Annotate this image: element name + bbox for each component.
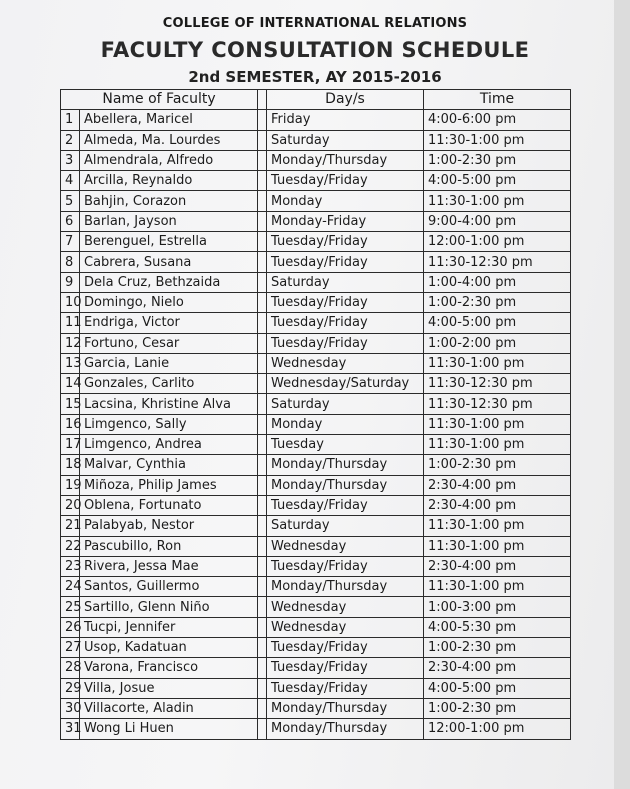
column-spacer: [258, 90, 267, 110]
table-row: [61, 617, 571, 637]
faculty-name: Almeda, Ma. Lourdes: [80, 130, 258, 150]
faculty-name: Bahjin, Corazon: [80, 191, 258, 211]
consultation-time: 12:00-1:00 pm: [424, 719, 571, 739]
consultation-days: Monday: [267, 414, 424, 434]
consultation-time: 1:00-2:30 pm: [424, 638, 571, 658]
table-row: [61, 658, 571, 678]
table-row: [61, 211, 571, 231]
column-spacer: [258, 211, 267, 231]
faculty-name: Gonzales, Carlito: [80, 374, 258, 394]
column-spacer: [258, 556, 267, 576]
table-row: [61, 536, 571, 556]
table-row: [61, 719, 571, 739]
column-spacer: [258, 435, 267, 455]
semester-subtitle: 2nd SEMESTER, AY 2015-2016: [188, 68, 442, 86]
table-row: [61, 455, 571, 475]
faculty-name: Dela Cruz, Bethzaida: [80, 272, 258, 292]
consultation-time: 4:00-5:00 pm: [424, 678, 571, 698]
row-number: 4: [61, 171, 80, 191]
column-spacer: [258, 110, 267, 130]
row-number: 13: [61, 353, 80, 373]
page-title: FACULTY CONSULTATION SCHEDULE: [100, 38, 530, 62]
faculty-name: Malvar, Cynthia: [80, 455, 258, 475]
faculty-name: Arcilla, Reynaldo: [80, 171, 258, 191]
consultation-table: [60, 89, 571, 740]
faculty-name: Sartillo, Glenn Niño: [80, 597, 258, 617]
row-number: 30: [61, 698, 80, 718]
faculty-name: Abellera, Maricel: [80, 110, 258, 130]
consultation-time: 11:30-1:00 pm: [424, 577, 571, 597]
consultation-time: 11:30-1:00 pm: [424, 414, 571, 434]
consultation-days: Monday/Thursday: [267, 719, 424, 739]
table-row: [61, 313, 571, 333]
column-spacer: [258, 333, 267, 353]
row-number: 20: [61, 495, 80, 515]
consultation-time: 11:30-12:30 pm: [424, 394, 571, 414]
consultation-days: Saturday: [267, 516, 424, 536]
column-spacer: [258, 252, 267, 272]
consultation-days: Tuesday/Friday: [267, 556, 424, 576]
consultation-time: 11:30-1:00 pm: [424, 353, 571, 373]
row-number: 12: [61, 333, 80, 353]
faculty-name: Endriga, Victor: [80, 313, 258, 333]
column-spacer: [258, 719, 267, 739]
row-number: 7: [61, 232, 80, 252]
consultation-time: 1:00-4:00 pm: [424, 272, 571, 292]
faculty-name: Limgenco, Andrea: [80, 435, 258, 455]
consultation-time: 1:00-2:30 pm: [424, 150, 571, 170]
table-row: [61, 252, 571, 272]
consultation-days: Tuesday: [267, 435, 424, 455]
faculty-name: Villa, Josue: [80, 678, 258, 698]
consultation-days: Monday-Friday: [267, 211, 424, 231]
consultation-time: 2:30-4:00 pm: [424, 556, 571, 576]
table-row: [61, 292, 571, 312]
table-row: [61, 597, 571, 617]
consultation-days: Saturday: [267, 130, 424, 150]
consultation-time: 11:30-1:00 pm: [424, 191, 571, 211]
column-spacer: [258, 313, 267, 333]
faculty-name: Wong Li Huen: [80, 719, 258, 739]
consultation-days: Tuesday/Friday: [267, 638, 424, 658]
table-row: [61, 232, 571, 252]
faculty-name: Cabrera, Susana: [80, 252, 258, 272]
column-spacer: [258, 272, 267, 292]
row-number: 25: [61, 597, 80, 617]
table-row: [61, 435, 571, 455]
column-spacer: [258, 394, 267, 414]
column-spacer: [258, 678, 267, 698]
row-number: 29: [61, 678, 80, 698]
row-number: 19: [61, 475, 80, 495]
column-spacer: [258, 455, 267, 475]
consultation-days: Tuesday/Friday: [267, 232, 424, 252]
consultation-days: Wednesday: [267, 617, 424, 637]
consultation-time: 1:00-2:00 pm: [424, 333, 571, 353]
consultation-time: 11:30-12:30 pm: [424, 374, 571, 394]
column-spacer: [258, 292, 267, 312]
consultation-time: 4:00-5:00 pm: [424, 313, 571, 333]
row-number: 8: [61, 252, 80, 272]
row-number: 17: [61, 435, 80, 455]
row-number: 15: [61, 394, 80, 414]
column-spacer: [258, 638, 267, 658]
table-row: [61, 353, 571, 373]
table-row: [61, 394, 571, 414]
faculty-name: Domingo, Nielo: [80, 292, 258, 312]
consultation-days: Monday/Thursday: [267, 577, 424, 597]
consultation-time: 2:30-4:00 pm: [424, 658, 571, 678]
row-number: 18: [61, 455, 80, 475]
row-number: 14: [61, 374, 80, 394]
row-number: 16: [61, 414, 80, 434]
column-spacer: [258, 577, 267, 597]
consultation-days: Wednesday: [267, 536, 424, 556]
column-spacer: [258, 191, 267, 211]
column-spacer: [258, 597, 267, 617]
consultation-days: Monday/Thursday: [267, 698, 424, 718]
table-row: [61, 638, 571, 658]
table-row: [61, 272, 571, 292]
consultation-days: Monday/Thursday: [267, 455, 424, 475]
day-column-header: Day/s: [267, 90, 424, 110]
row-number: 21: [61, 516, 80, 536]
faculty-name: Villacorte, Aladin: [80, 698, 258, 718]
row-number: 24: [61, 577, 80, 597]
column-spacer: [258, 232, 267, 252]
faculty-name: Pascubillo, Ron: [80, 536, 258, 556]
consultation-days: Tuesday/Friday: [267, 495, 424, 515]
consultation-time: 1:00-2:30 pm: [424, 698, 571, 718]
column-spacer: [258, 495, 267, 515]
column-spacer: [258, 658, 267, 678]
row-number: 31: [61, 719, 80, 739]
row-number: 22: [61, 536, 80, 556]
consultation-days: Tuesday/Friday: [267, 252, 424, 272]
row-number: 9: [61, 272, 80, 292]
column-spacer: [258, 698, 267, 718]
row-number: 28: [61, 658, 80, 678]
consultation-time: 11:30-1:00 pm: [424, 130, 571, 150]
row-number: 6: [61, 211, 80, 231]
table-row: [61, 678, 571, 698]
consultation-time: 1:00-2:30 pm: [424, 455, 571, 475]
consultation-time: 9:00-4:00 pm: [424, 211, 571, 231]
column-spacer: [258, 130, 267, 150]
table-row: [61, 374, 571, 394]
consultation-days: Tuesday/Friday: [267, 313, 424, 333]
consultation-days: Wednesday: [267, 353, 424, 373]
faculty-name: Usop, Kadatuan: [80, 638, 258, 658]
table-row: [61, 130, 571, 150]
column-spacer: [258, 414, 267, 434]
college-name: COLLEGE OF INTERNATIONAL RELATIONS: [162, 16, 468, 31]
faculty-name: Barlan, Jayson: [80, 211, 258, 231]
column-spacer: [258, 617, 267, 637]
consultation-days: Monday: [267, 191, 424, 211]
faculty-name: Varona, Francisco: [80, 658, 258, 678]
consultation-days: Saturday: [267, 394, 424, 414]
consultation-days: Monday/Thursday: [267, 475, 424, 495]
column-spacer: [258, 150, 267, 170]
consultation-days: Saturday: [267, 272, 424, 292]
row-number: 10: [61, 292, 80, 312]
row-number: 2: [61, 130, 80, 150]
column-spacer: [258, 536, 267, 556]
consultation-days: Tuesday/Friday: [267, 658, 424, 678]
row-number: 23: [61, 556, 80, 576]
consultation-time: 4:00-5:30 pm: [424, 617, 571, 637]
name-column-header: Name of Faculty: [61, 90, 258, 110]
faculty-name: Almendrala, Alfredo: [80, 150, 258, 170]
faculty-name: Berenguel, Estrella: [80, 232, 258, 252]
row-number: 1: [61, 110, 80, 130]
faculty-name: Rivera, Jessa Mae: [80, 556, 258, 576]
table-row: [61, 495, 571, 515]
consultation-time: 4:00-6:00 pm: [424, 110, 571, 130]
table-row: [61, 577, 571, 597]
consultation-time: 11:30-1:00 pm: [424, 435, 571, 455]
consultation-days: Tuesday/Friday: [267, 333, 424, 353]
faculty-name: Miñoza, Philip James: [80, 475, 258, 495]
column-spacer: [258, 475, 267, 495]
faculty-name: Tucpi, Jennifer: [80, 617, 258, 637]
faculty-name: Lacsina, Khristine Alva: [80, 394, 258, 414]
consultation-days: Tuesday/Friday: [267, 678, 424, 698]
row-number: 26: [61, 617, 80, 637]
table-body: [61, 110, 571, 739]
table-row: [61, 150, 571, 170]
consultation-time: 1:00-2:30 pm: [424, 292, 571, 312]
table-row: [61, 475, 571, 495]
table-row: [61, 698, 571, 718]
consultation-time: 12:00-1:00 pm: [424, 232, 571, 252]
faculty-name: Garcia, Lanie: [80, 353, 258, 373]
consultation-days: Tuesday/Friday: [267, 171, 424, 191]
column-spacer: [258, 171, 267, 191]
row-number: 11: [61, 313, 80, 333]
consultation-time: 11:30-1:00 pm: [424, 516, 571, 536]
column-spacer: [258, 516, 267, 536]
faculty-name: Fortuno, Cesar: [80, 333, 258, 353]
consultation-time: 4:00-5:00 pm: [424, 171, 571, 191]
table-header-row: [61, 90, 571, 110]
consultation-time: 11:30-1:00 pm: [424, 536, 571, 556]
column-spacer: [258, 374, 267, 394]
row-number: 3: [61, 150, 80, 170]
table-row: [61, 516, 571, 536]
table-row: [61, 191, 571, 211]
table-row: [61, 333, 571, 353]
consultation-days: Friday: [267, 110, 424, 130]
consultation-time: 2:30-4:00 pm: [424, 475, 571, 495]
consultation-days: Monday/Thursday: [267, 150, 424, 170]
consultation-days: Wednesday: [267, 597, 424, 617]
consultation-time: 1:00-3:00 pm: [424, 597, 571, 617]
consultation-time: 11:30-12:30 pm: [424, 252, 571, 272]
table-row: [61, 110, 571, 130]
consultation-days: Tuesday/Friday: [267, 292, 424, 312]
table-row: [61, 556, 571, 576]
faculty-name: Palabyab, Nestor: [80, 516, 258, 536]
column-spacer: [258, 353, 267, 373]
faculty-name: Santos, Guillermo: [80, 577, 258, 597]
table-row: [61, 414, 571, 434]
table-row: [61, 171, 571, 191]
faculty-name: Oblena, Fortunato: [80, 495, 258, 515]
consultation-days: Wednesday/Saturday: [267, 374, 424, 394]
row-number: 27: [61, 638, 80, 658]
faculty-name: Limgenco, Sally: [80, 414, 258, 434]
time-column-header: Time: [424, 90, 571, 110]
row-number: 5: [61, 191, 80, 211]
consultation-time: 2:30-4:00 pm: [424, 495, 571, 515]
